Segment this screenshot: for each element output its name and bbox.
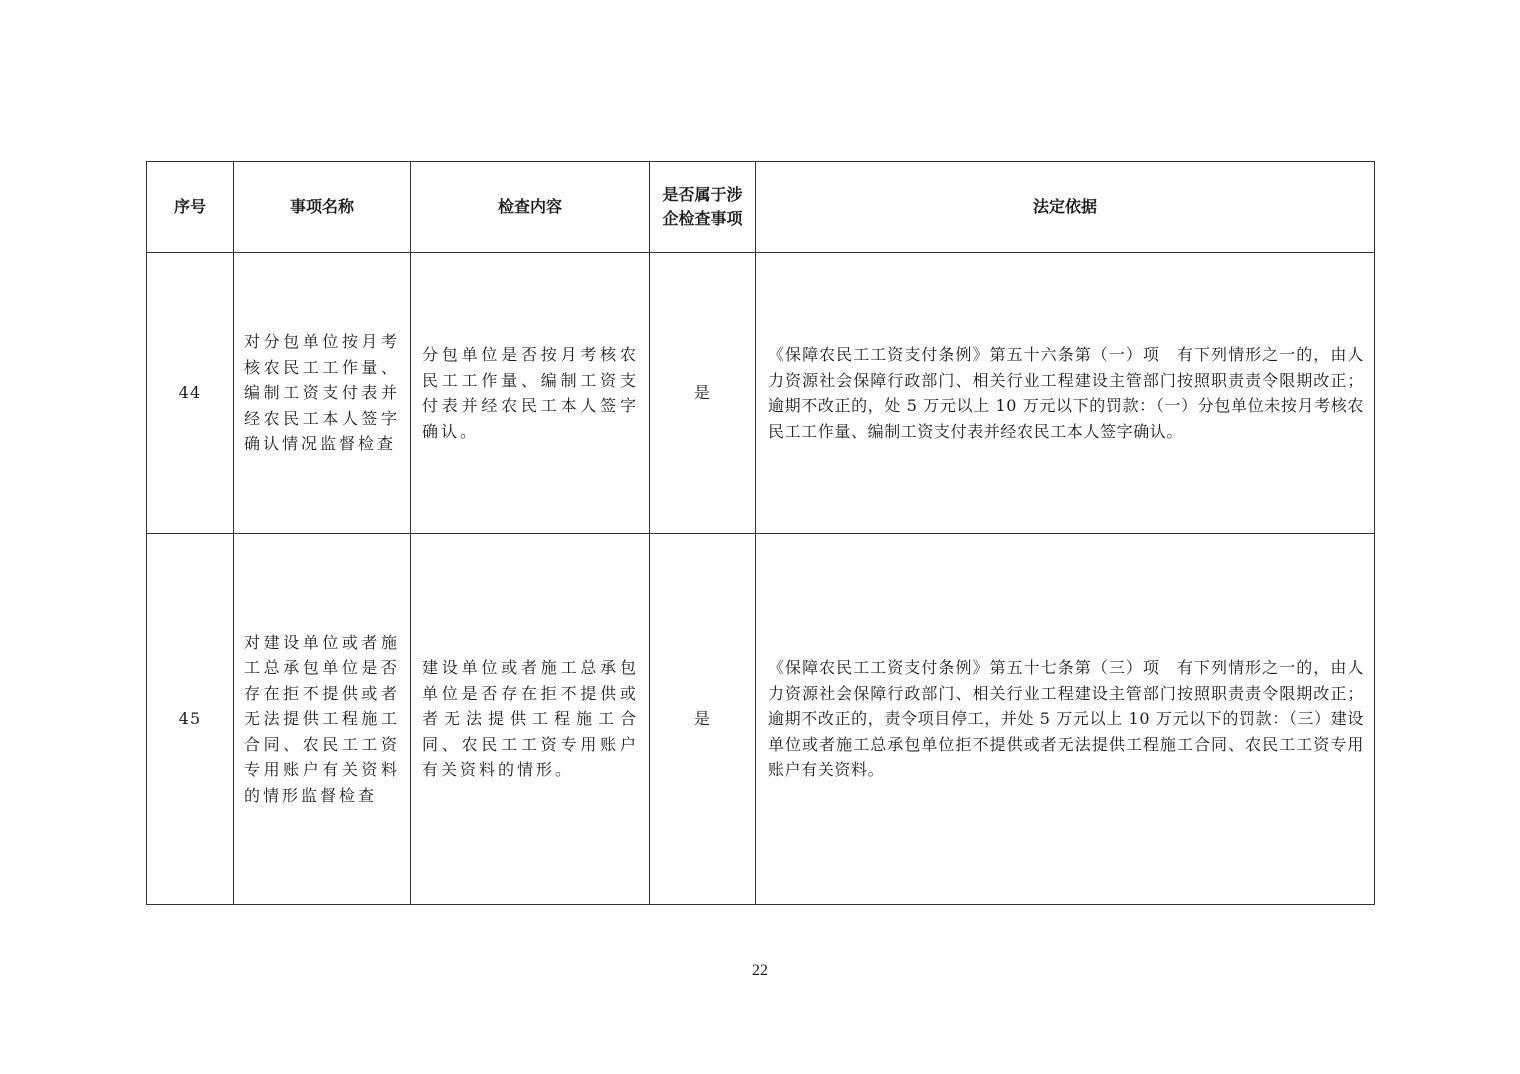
cell-enterprise-related: 是	[650, 253, 756, 534]
cell-item-name: 对分包单位按月考核农民工工作量、编制工资支付表并经农民工本人签字确认情况监督检查	[234, 253, 411, 534]
cell-inspection-content: 分包单位是否按月考核农民工工作量、编制工资支付表并经农民工本人签字确认。	[411, 253, 650, 534]
inspection-items-table	[146, 161, 1375, 905]
table-row	[147, 253, 1375, 534]
table-header-row	[147, 162, 1375, 253]
header-enterprise-related-label: 是否属于涉企检查事项	[662, 185, 743, 228]
header-item-name: 事项名称	[234, 162, 411, 253]
table-row	[147, 534, 1375, 905]
header-enterprise-related	[650, 162, 756, 253]
cell-item-name: 对建设单位或者施工总承包单位是否存在拒不提供或者无法提供工程施工合同、农民工工资专用账户有关资料的情形监督检查	[234, 534, 411, 905]
header-inspection-content: 检查内容	[411, 162, 650, 253]
cell-legal-basis: 《保障农民工工资支付条例》第五十七条第（三）项 有下列情形之一的，由人力资源社会保障行政部门、相关行业工程建设主管部门按照职责责令限期改正；逾期不改正的，责令项目停工，并处 5 万元以上 10 万元以下的罚款：（三）建设单位或者施工总承包单位拒不提供或者无法提供工程施工合同、农民工工资专用账户有关资料。	[756, 534, 1375, 905]
cell-legal-basis: 《保障农民工工资支付条例》第五十六条第（一）项 有下列情形之一的，由人力资源社会保障行政部门、相关行业工程建设主管部门按照职责责令限期改正；逾期不改正的，处 5 万元以上 10 万元以下的罚款：（一）分包单位未按月考核农民工工作量、编制工资支付表并经农民工本人签字确认。	[756, 253, 1375, 534]
cell-enterprise-related: 是	[650, 534, 756, 905]
header-legal-basis: 法定依据	[756, 162, 1375, 253]
cell-seq: 45	[147, 534, 234, 905]
cell-seq: 44	[147, 253, 234, 534]
header-seq: 序号	[147, 162, 234, 253]
page-number: 22	[752, 962, 768, 979]
cell-inspection-content: 建设单位或者施工总承包单位是否存在拒不提供或者无法提供工程施工合同、农民工工资专用账户有关资料的情形。	[411, 534, 650, 905]
